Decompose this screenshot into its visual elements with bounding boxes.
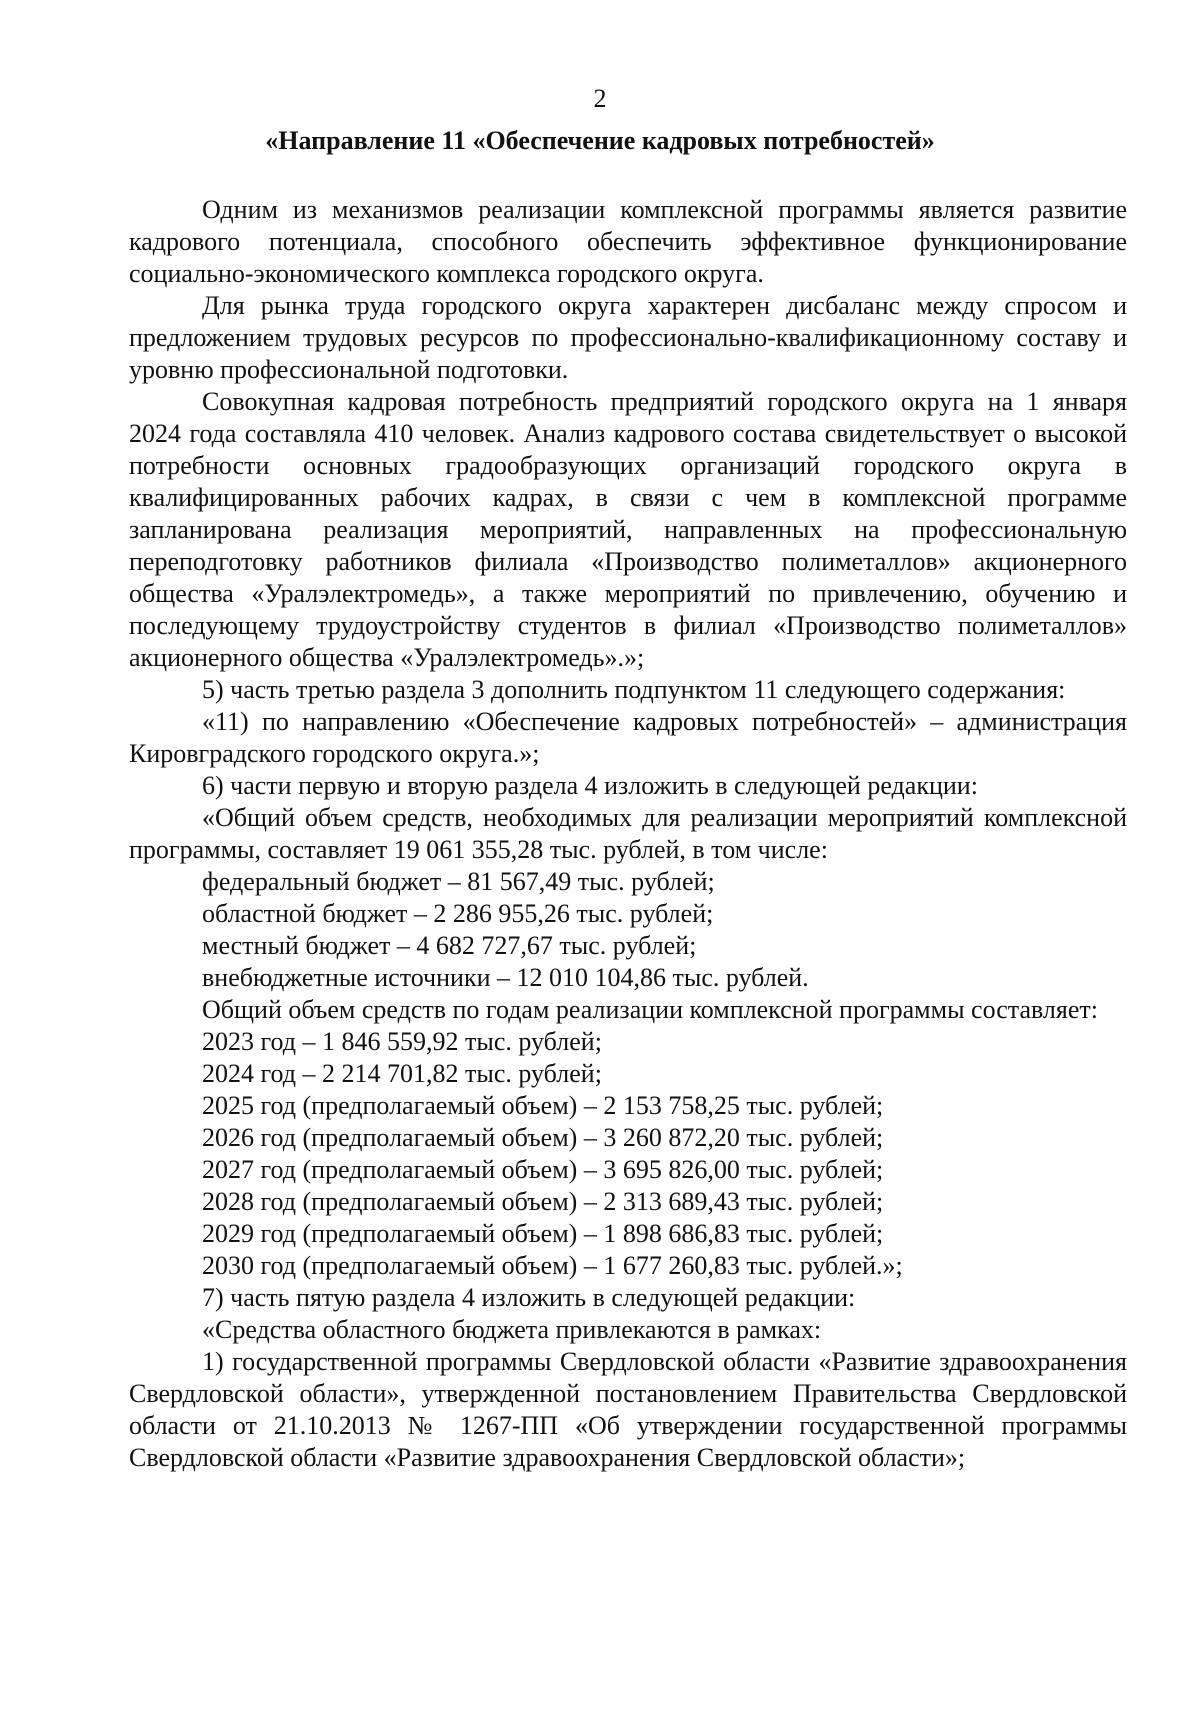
paragraph: «Средства областного бюджета привлекаются в рамках: [202, 1315, 822, 1344]
paragraph: 1) государственной программы Свердловской области «Развитие здравоохранения Свердловской области», утвержденной постановлением Правительства Свердловской области от 21.10.2013 № 1267-ПП «Об утверждении государственной программы Свердловской области «Развитие здравоохранения Свердловской области»; [129, 1347, 1127, 1472]
budget-source-line: федеральный бюджет – 81 567,49 тыс. рублей; [202, 867, 715, 896]
paragraph: «11) по направлению «Обеспечение кадровых потребностей» – администрация Кировградского городского округа.»; [129, 707, 1127, 768]
year-amount-line: 2030 год (предполагаемый объем) – 1 677 260,83 тыс. рублей.»; [202, 1251, 903, 1280]
page-number: 2 [593, 84, 607, 113]
paragraph: 6) части первую и вторую раздела 4 изложить в следующей редакции: [202, 771, 978, 800]
paragraph: Совокупная кадровая потребность предприятий городского округа на 1 января 2024 года составляла 410 человек. Анализ кадрового состава свидетельствует о высокой потребности основных градообразующих организаций городского округа в квалифицированных рабочих кадрах, в связи с чем в комплексной программе запланирована реализация мероприятий, направленных на профессиональную переподготовку работников филиала «Производство полиметаллов» акционерного общества «Уралэлектромедь», а также мероприятий по привлечению, обучению и последующему трудоустройству студентов в филиал «Производство полиметаллов» акционерного общества «Уралэлектромедь».»; [129, 387, 1127, 672]
document-body [129, 194, 1127, 1474]
year-amount-line: 2026 год (предполагаемый объем) – 3 260 872,20 тыс. рублей; [202, 1123, 884, 1152]
budget-source-line: внебюджетные источники – 12 010 104,86 тыс. рублей. [202, 963, 809, 992]
year-amount-line: 2027 год (предполагаемый объем) – 3 695 826,00 тыс. рублей; [202, 1155, 884, 1184]
budget-source-line: местный бюджет – 4 682 727,67 тыс. рублей; [202, 931, 697, 960]
year-amount-line: 2028 год (предполагаемый объем) – 2 313 689,43 тыс. рублей; [202, 1187, 884, 1216]
section-heading: «Направление 11 «Обеспечение кадровых потребностей» [265, 126, 935, 155]
year-amount-line: 2025 год (предполагаемый объем) – 2 153 758,25 тыс. рублей; [202, 1091, 884, 1120]
year-amount-line: 2023 год – 1 846 559,92 тыс. рублей; [202, 1027, 602, 1056]
paragraph: Общий объем средств по годам реализации комплексной программы составляет: [202, 995, 1098, 1024]
year-amount-line: 2024 год – 2 214 701,82 тыс. рублей; [202, 1059, 602, 1088]
year-amount-line: 2029 год (предполагаемый объем) – 1 898 686,83 тыс. рублей; [202, 1219, 884, 1248]
paragraph: Одним из механизмов реализации комплексной программы является развитие кадрового потенциала, способного обеспечить эффективное функционирование социально-экономического комплекса городского округа. [129, 195, 1127, 288]
paragraph: 5) часть третью раздела 3 дополнить подпунктом 11 следующего содержания: [202, 675, 1066, 704]
budget-source-line: областной бюджет – 2 286 955,26 тыс. рублей; [202, 899, 714, 928]
paragraph: «Общий объем средств, необходимых для реализации мероприятий комплексной программы, составляет 19 061 355,28 тыс. рублей, в том числе: [129, 803, 1127, 864]
paragraph: Для рынка труда городского округа характерен дисбаланс между спросом и предложением трудовых ресурсов по профессионально-квалификационному составу и уровню профессиональной подготовки. [129, 291, 1127, 384]
paragraph: 7) часть пятую раздела 4 изложить в следующей редакции: [202, 1283, 856, 1312]
